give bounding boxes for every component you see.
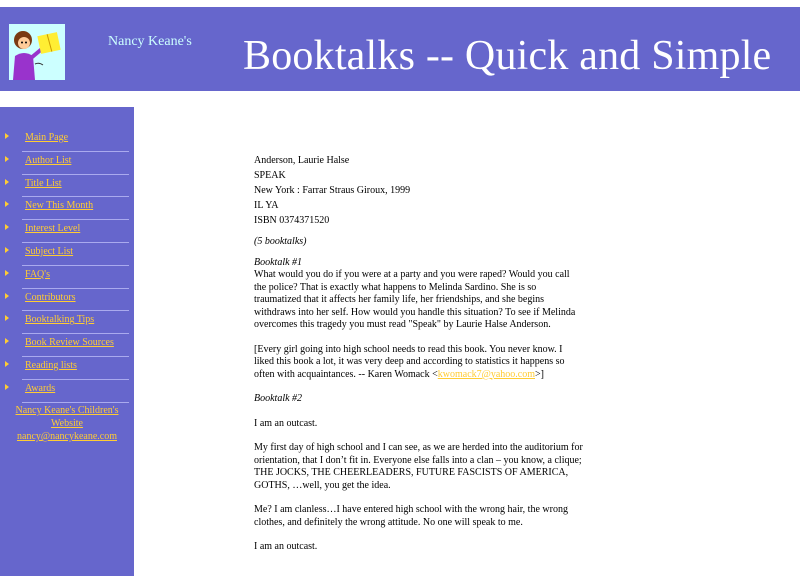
site-owner-name: Nancy Keane's bbox=[108, 34, 192, 49]
bullet-arrow-icon bbox=[5, 133, 9, 139]
sidebar-item-faqs bbox=[0, 266, 134, 289]
sidebar bbox=[0, 107, 134, 576]
sidebar-link-faqs[interactable]: FAQ's bbox=[25, 268, 50, 280]
sidebar-item-author-list bbox=[0, 152, 134, 175]
sidebar-item-new-this-month bbox=[0, 197, 134, 220]
divider bbox=[22, 402, 129, 403]
sidebar-item-awards bbox=[0, 380, 134, 403]
sidebar-link-booktalking-tips[interactable]: Booktalking Tips bbox=[25, 314, 95, 326]
bullet-arrow-icon bbox=[5, 179, 9, 185]
book-publisher: New York : Farrar Straus Giroux, 1999 bbox=[254, 185, 411, 196]
bullet-arrow-icon bbox=[5, 293, 9, 299]
bullet-arrow-icon bbox=[5, 224, 9, 230]
booktalk-2-paragraph: I am an outcast. bbox=[254, 417, 318, 429]
bullet-arrow-icon bbox=[5, 247, 9, 253]
bullet-arrow-icon bbox=[5, 270, 9, 276]
sidebar-link-new-this-month[interactable]: New This Month bbox=[25, 200, 94, 212]
booktalk-count: (5 booktalks) bbox=[254, 236, 307, 247]
sidebar-link-interest-level[interactable]: Interest Level bbox=[25, 223, 81, 235]
booktalk-2-heading: Booktalk #2 bbox=[254, 393, 303, 404]
book-isbn: ISBN 0374371520 bbox=[254, 215, 330, 226]
sidebar-link-main-page[interactable]: Main Page bbox=[25, 132, 69, 143]
book-author: Anderson, Laurie Halse bbox=[254, 155, 350, 166]
sidebar-link-reading-lists[interactable]: Reading lists bbox=[25, 359, 77, 371]
booktalk-1-heading: Booktalk #1 bbox=[254, 256, 303, 268]
page-title: Booktalks -- Quick and Simple bbox=[243, 33, 772, 79]
sidebar-nav bbox=[0, 129, 134, 403]
email-link[interactable]: nancy@nancykeane.com bbox=[17, 431, 117, 442]
childrens-website-link[interactable]: Nancy Keane's Children's Website bbox=[15, 405, 119, 429]
main-content bbox=[254, 153, 584, 554]
sidebar-link-book-review-sources[interactable]: Book Review Sources bbox=[25, 337, 114, 349]
bullet-arrow-icon bbox=[5, 156, 9, 162]
bullet-arrow-icon bbox=[5, 201, 9, 207]
booktalk-2-paragraph: My first day of high school and I can see, as we are herded into the auditorium for orientation, that I don’t fit in. Everyone else falls into a clan – you know, a clique; THE JOCKS, THE CHEERLEADERS, FUTURE FASCISTS OF AMERICA, GOTHS, …well, you get the idea. bbox=[254, 442, 583, 491]
sidebar-link-subject-list[interactable]: Subject List bbox=[25, 245, 74, 257]
sidebar-item-reading-lists bbox=[0, 357, 134, 380]
bullet-arrow-icon bbox=[5, 361, 9, 367]
sidebar-footer bbox=[0, 404, 134, 443]
sidebar-item-main-page bbox=[0, 129, 134, 152]
sidebar-item-booktalking-tips bbox=[0, 311, 134, 334]
contributor-email-link[interactable]: kwomack7@yahoo.com bbox=[437, 368, 535, 380]
sidebar-item-title-list bbox=[0, 175, 134, 198]
booktalk-1-comment bbox=[254, 344, 584, 382]
comment-text: [Every girl going into high school needs to read this book. You never know. I liked this book a lot, it was very deep and according to statistics it happens so often with acquaintances. -- Karen Womack < bbox=[254, 343, 565, 380]
sidebar-link-contributors[interactable]: Contributors bbox=[25, 291, 76, 303]
booktalk-1-text: What would you do if you were at a party and you were raped? Would you call the police? That is exactly what happens to Melinda Sardino. She is so traumatized that it affects her family life, her friendships, and she begins withdraws into her self. How would you handle this situation? To see if Melinda overcomes this tragedy you must read "Speak" by Laurie Halse Anderson. bbox=[254, 269, 576, 330]
sidebar-link-author-list[interactable]: Author List bbox=[25, 154, 72, 166]
sidebar-item-interest-level bbox=[0, 220, 134, 243]
book-level: IL YA bbox=[254, 200, 279, 211]
sidebar-item-contributors bbox=[0, 289, 134, 312]
book-details bbox=[254, 153, 584, 228]
booktalk-2-paragraph: I am an outcast. bbox=[254, 541, 318, 552]
reader-with-book-logo bbox=[9, 24, 65, 80]
sidebar-link-awards[interactable]: Awards bbox=[25, 382, 56, 394]
sidebar-item-subject-list bbox=[0, 243, 134, 266]
book-title: SPEAK bbox=[254, 170, 286, 181]
bullet-arrow-icon bbox=[5, 338, 9, 344]
sidebar-link-title-list[interactable]: Title List bbox=[25, 177, 62, 189]
comment-end: >] bbox=[535, 368, 544, 380]
booktalk-2-paragraph: Me? I am clanless…I have entered high school with the wrong hair, the wrong clothes, and definitely the wrong attitude. No one will speak to me. bbox=[254, 504, 568, 528]
sidebar-item-book-review-sources bbox=[0, 334, 134, 357]
bullet-arrow-icon bbox=[5, 384, 9, 390]
bullet-arrow-icon bbox=[5, 315, 9, 321]
